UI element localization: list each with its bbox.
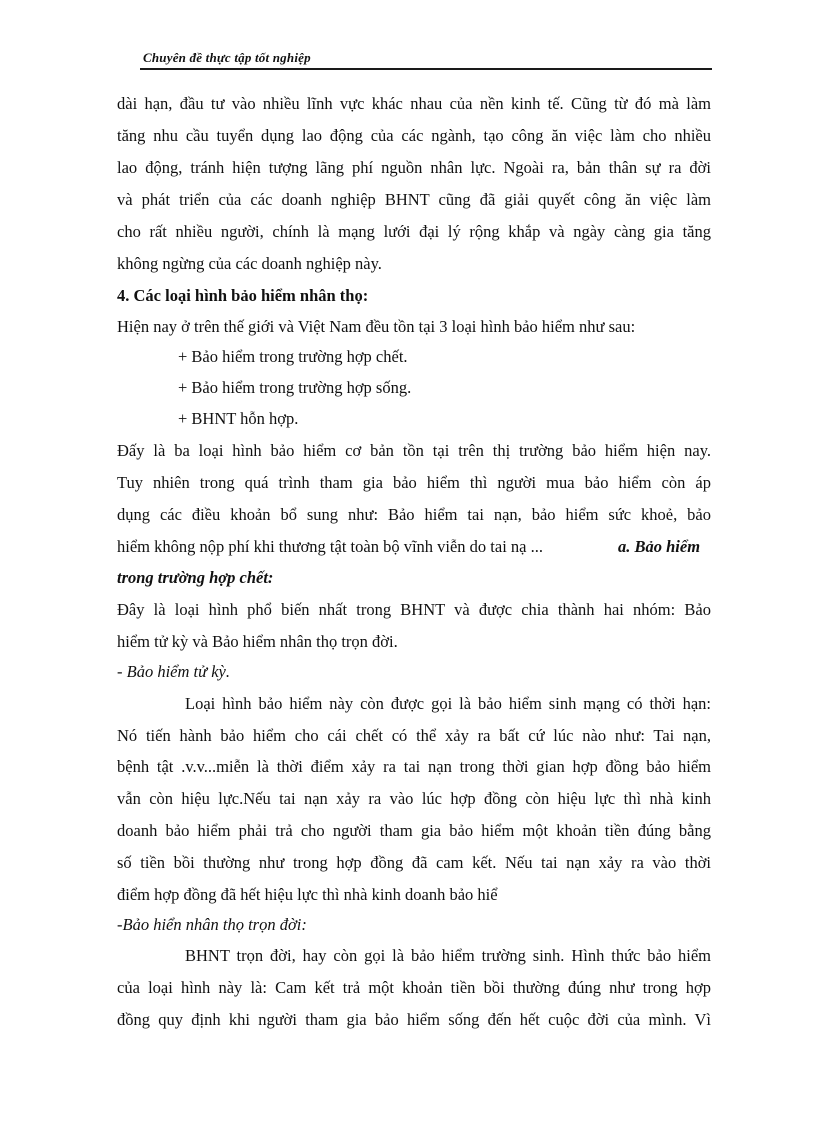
paragraph-line: doanh bảo hiểm phải trả cho người tham gia bảo hiểm một khoản tiền đúng bằng: [117, 821, 711, 840]
paragraph-line: lao động, tránh hiện tượng lãng phí nguồn nhân lực. Ngoài ra, bản thân sự ra đời: [117, 158, 711, 177]
paragraph-line: hiểm tử kỳ và Bảo hiểm nhân thọ trọn đời.: [117, 632, 398, 651]
paragraph-line: số tiền bồi thường như trong hợp đồng đã cam kết. Nếu tai nạn xảy ra vào thời: [117, 853, 711, 872]
subtitle: -Bảo hiển nhân thọ trọn đời:: [117, 915, 307, 934]
paragraph-line: Loại hình bảo hiểm này còn được gọi là bảo hiểm sinh mạng có thời hạn:: [185, 694, 711, 713]
list-item: + Bảo hiểm trong trường hợp chết.: [178, 347, 408, 366]
page-header: [140, 46, 712, 70]
paragraph-line: và phát triển của các doanh nghiệp BHNT cũng đã giải quyết công ăn việc làm: [117, 190, 711, 209]
paragraph-line: Đây là loại hình phổ biến nhất trong BHNT và được chia thành hai nhóm: Bảo: [117, 600, 711, 619]
paragraph-line: BHNT trọn đời, hay còn gọi là bảo hiểm trường sinh. Hình thức bảo hiểm: [185, 946, 711, 965]
subtitle: - Bảo hiểm tử kỳ.: [117, 662, 231, 681]
paragraph-line: Đấy là ba loại hình bảo hiểm cơ bản tồn tại trên thị trường bảo hiểm hiện nay.: [117, 441, 711, 460]
paragraph-line: không ngừng của các doanh nghiệp này.: [117, 254, 382, 273]
list-item: + BHNT hỗn hợp.: [178, 409, 299, 428]
paragraph-line: của loại hình này là: Cam kết trả một khoản tiền bồi thường đúng như trong hợp: [117, 978, 711, 997]
header-title: Chuyên đề thực tập tốt nghiệp: [143, 50, 311, 65]
paragraph-line: điểm hợp đồng đã hết hiệu lực thì nhà kinh doanh bảo hiể: [117, 885, 498, 904]
list-item: + Bảo hiểm trong trường hợp sống.: [178, 378, 412, 397]
paragraph-line: Nó tiến hành bảo hiểm cho cái chết có thể xảy ra bất cứ lúc nào như: Tai nạn,: [117, 726, 711, 745]
subsection-heading: trong trường hợp chết:: [117, 568, 274, 587]
paragraph-line: [117, 537, 711, 557]
paragraph-line: cho rất nhiều người, chính là mạng lưới đại lý rộng khắp và ngày càng gia tăng: [117, 222, 711, 241]
paragraph-line: vẫn còn hiệu lực.Nếu tai nạn xảy ra vào lúc hợp đồng còn hiệu lực thì nhà kinh: [117, 789, 711, 808]
paragraph-line: bệnh tật .v.v...miễn là thời điểm xảy ra tai nạn trong thời gian hợp đồng bảo hiểm: [117, 757, 711, 776]
section-heading: 4. Các loại hình bảo hiểm nhân thọ:: [117, 286, 369, 305]
paragraph-line: dụng các điều khoản bổ sung như: Bảo hiểm tai nạn, bảo hiểm sức khoẻ, bảo: [117, 505, 711, 524]
paragraph-line: đồng quy định khi người tham gia bảo hiểm sống đến hết cuộc đời của mình. Vì: [117, 1010, 711, 1029]
intro-line: Hiện nay ở trên thế giới và Việt Nam đều tồn tại 3 loại hình bảo hiểm như sau:: [117, 317, 636, 336]
subsection-heading: a. Bảo hiểm: [618, 537, 701, 556]
paragraph-line: Tuy nhiên trong quá trình tham gia bảo hiểm thì người mua bảo hiểm còn áp: [117, 473, 711, 492]
paragraph-line: dài hạn, đầu tư vào nhiều lĩnh vực khác nhau của nền kinh tế. Cũng từ đó mà làm: [117, 94, 711, 113]
paragraph-text: hiểm không nộp phí khi thương tật toàn bộ vĩnh viễn do tai nạ ...: [117, 537, 543, 556]
paragraph-line: tăng nhu cầu tuyển dụng lao động của các ngành, tạo công ăn việc làm cho nhiều: [117, 126, 711, 145]
